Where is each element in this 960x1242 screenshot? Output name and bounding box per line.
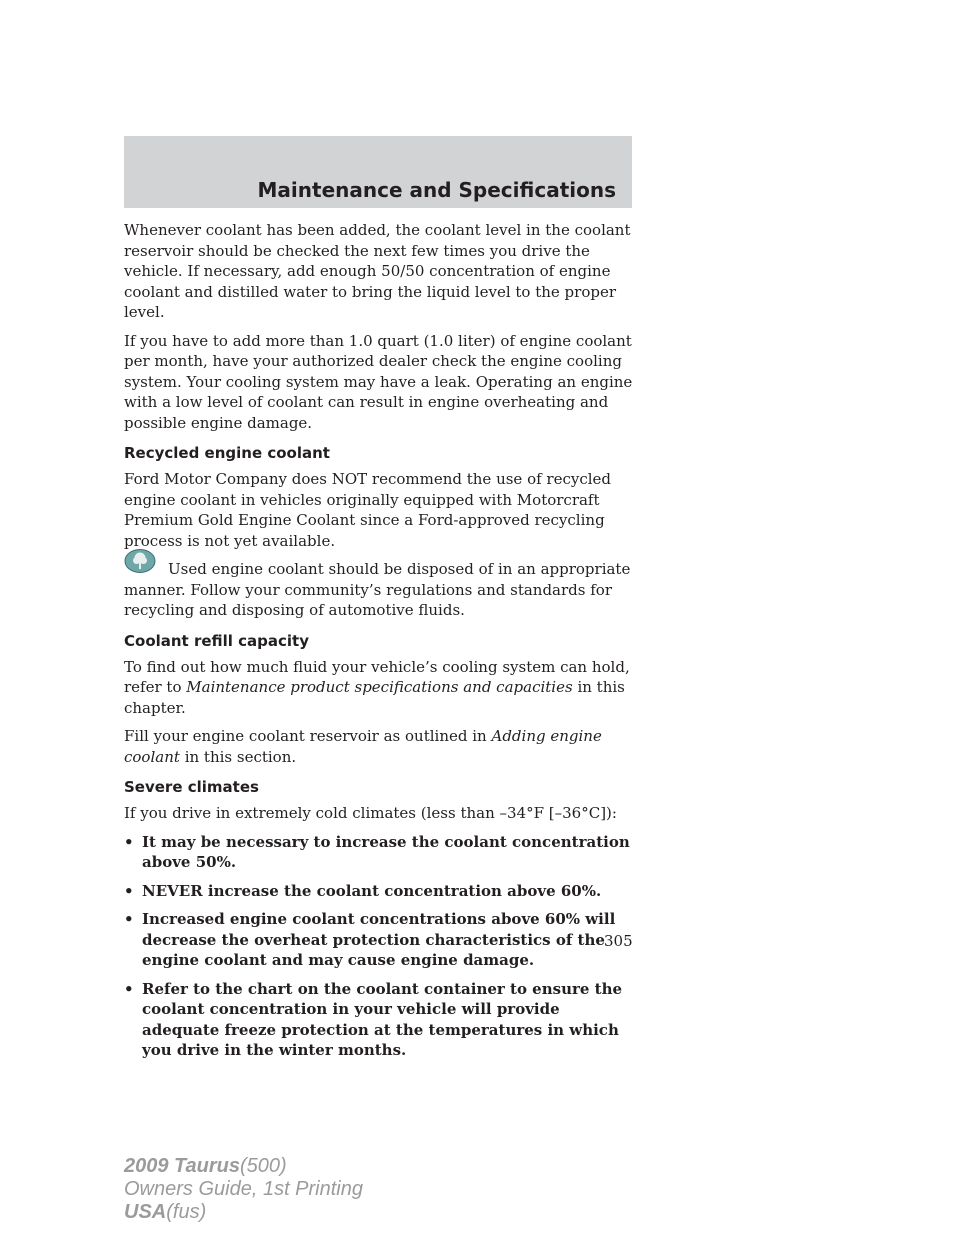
reference-specifications-capacities: Maintenance product specifications and capacities (186, 678, 573, 696)
paragraph-fill-reservoir (124, 726, 634, 767)
list-item-text: Refer to the chart on the coolant container to ensure the coolant concentration in your vehicle will provide adequate freeze protection at the temperatures in which you drive in the winter months. (142, 979, 623, 1059)
recycle-tree-icon (124, 548, 156, 574)
paragraph-severe-climates-intro: If you drive in extremely cold climates (less than –34°F [–36°C]): (124, 804, 617, 822)
paragraph-coolant-check: Whenever coolant has been added, the coolant level in the coolant reservoir should be checked the next few times you drive the vehicle. If necessary, add enough 50/50 concentration of engine coolant and distilled water to bring the liquid level to the proper level. (124, 221, 631, 321)
paragraph-coolant-leak: If you have to add more than 1.0 quart (1.0 liter) of engine coolant per month, have your authorized dealer check the engine cooling system. Your cooling system may have a leak. Operating an engine with a low level of coolant can result in engine overheating and possible engine damage. (124, 331, 633, 432)
fill-reservoir-text-start: Fill your engine coolant reservoir as outlined in (124, 727, 487, 745)
list-item (124, 881, 634, 902)
list-item (124, 979, 634, 1061)
bullet-mark: • (124, 910, 134, 928)
refill-capacity-text-end: in this chapter. (124, 678, 625, 717)
footer-model-code: (500) (240, 1155, 287, 1177)
refill-capacity-text-start: To find out how much fluid your vehicle’s cooling system can hold, refer to (124, 657, 630, 696)
bullet-mark: • (124, 881, 134, 900)
fill-reservoir-text-end: in this section. (184, 747, 297, 766)
footer-market-name: USA (124, 1201, 167, 1223)
severe-climates-list (124, 832, 634, 1061)
paragraph-environment-notice (124, 559, 634, 621)
section-title: Maintenance and Specifications (257, 178, 616, 202)
section-header-band (124, 136, 632, 208)
paragraph-recycled-coolant: Ford Motor Company does NOT recommend the use of recycled engine coolant in vehicles originally equipped with Motorcraft Premium Gold Engine Coolant since a Ford-approved recycling process is not yet available. (124, 470, 612, 550)
reference-adding-engine-coolant: Adding engine coolant (124, 727, 602, 766)
environment-notice-text: Used engine coolant should be disposed of in an appropriate manner. Follow your community’s regulations and standards for recycling and disposing of automotive fluids. (124, 560, 631, 619)
list-item (124, 832, 634, 873)
footer-line-model (124, 1155, 363, 1178)
bullet-mark: • (124, 832, 134, 851)
bullet-mark: • (124, 979, 134, 998)
paragraph-refill-capacity (124, 657, 634, 719)
footer-model-name: 2009 Taurus (124, 1155, 240, 1177)
list-item-text: NEVER increase the coolant concentration above 60%. (142, 881, 602, 900)
page-number: 305 (604, 932, 633, 950)
heading-severe-climates: Severe climates (124, 778, 259, 796)
list-item (124, 909, 634, 971)
list-item-text: It may be necessary to increase the coolant concentration above 50%. (142, 832, 630, 871)
print-footer (124, 1155, 363, 1224)
footer-line-market (124, 1201, 363, 1224)
heading-recycled-coolant: Recycled engine coolant (124, 444, 330, 462)
page-content (124, 220, 634, 1069)
list-item-text: Increased engine coolant concentrations above 60% will decrease the overheat protection characteristics of the engine coolant and may cause engine damage. (142, 910, 616, 969)
footer-line-printing: Owners Guide, 1st Printing (124, 1178, 363, 1200)
footer-market-code: (fus) (166, 1201, 207, 1223)
heading-coolant-refill-capacity: Coolant refill capacity (124, 631, 310, 650)
